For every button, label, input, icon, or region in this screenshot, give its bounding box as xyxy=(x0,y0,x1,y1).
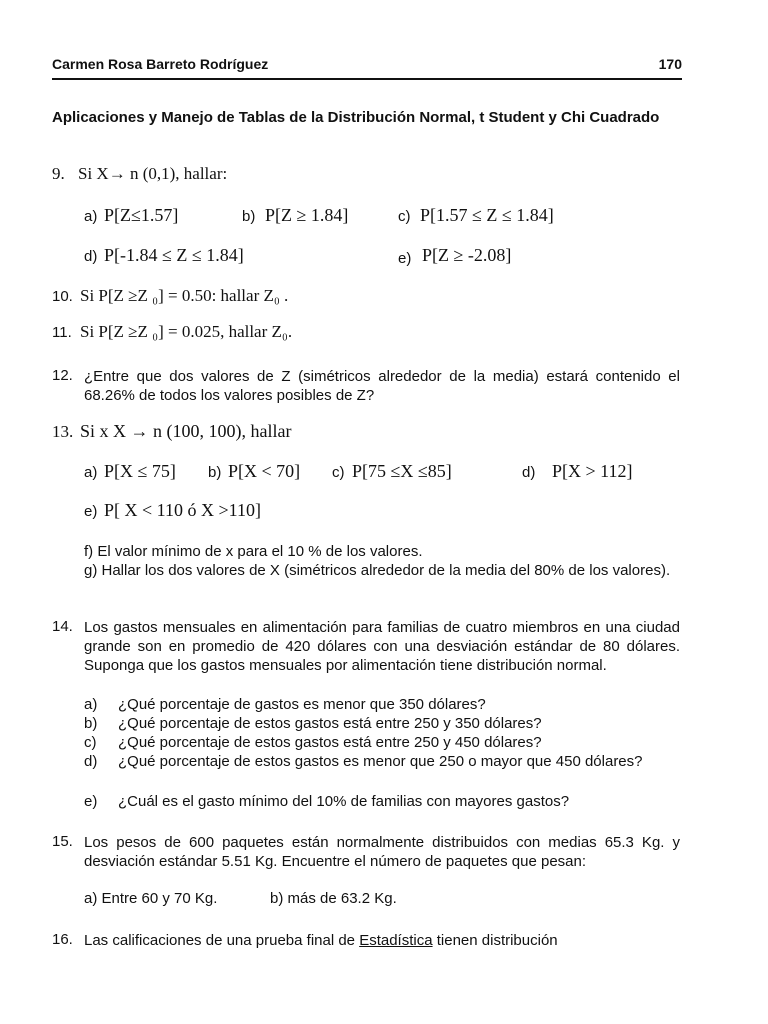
q11-number: 11. xyxy=(52,324,72,341)
q9-d-expr: P[-1.84 ≤ Z ≤ 1.84] xyxy=(104,245,244,265)
q14-item-label: b) xyxy=(84,715,98,732)
q15-number: 15. xyxy=(52,833,73,850)
q15-text: Los pesos de 600 paquetes están normalmente distribuidos con medias 65.3 Kg. y desviación estándar 5.51 Kg. Encuentre el número de paquetes que pesan: xyxy=(84,834,680,870)
q13-e-label: e) xyxy=(84,503,98,520)
q13-e-expr: P[ X < 110 ó X >110] xyxy=(104,500,261,520)
q14-item-text: ¿Qué porcentaje de estos gastos es menor que 250 o mayor que 450 dólares? xyxy=(118,753,643,770)
section-title: Aplicaciones y Manejo de Tablas de la Distribución Normal, t Student y Chi Cuadrado xyxy=(52,109,660,126)
q13-g-text: g) Hallar los dos valores de X (simétricos alrededor de la media del 80% de los valores). xyxy=(84,562,671,579)
q16-text-before: Las calificaciones de una prueba final de xyxy=(84,932,360,949)
q13-a-label: a) xyxy=(84,464,98,481)
q9-b-expr: P[Z ≥ 1.84] xyxy=(265,205,349,225)
q15-b-text: b) más de 63.2 Kg. xyxy=(270,890,397,907)
q9-c-label: c) xyxy=(398,208,411,225)
q16-text-after: tienen distribución xyxy=(432,932,558,949)
q9-text: Si X→ n (0,1), hallar: xyxy=(78,164,228,183)
q10-number: 10. xyxy=(52,288,73,305)
q9-a-label: a) xyxy=(84,208,98,225)
q13-text: Si x X → n (100, 100), hallar xyxy=(80,421,292,441)
q14-item-c xyxy=(84,733,684,752)
q12-text: ¿Entre que dos valores de Z (simétricos alrededor de la media) estará contenido el 68.26% de todos los valores posibles de Z? xyxy=(84,368,680,404)
q9-c-expr: P[1.57 ≤ Z ≤ 1.84] xyxy=(420,205,554,225)
page-number: 170 xyxy=(658,56,682,72)
q14-item-text: ¿Cuál es el gasto mínimo del 10% de familias con mayores gastos? xyxy=(118,793,570,810)
q10-text: Si P[Z ≥Z ₀] = 0.50: hallar Z₀ . xyxy=(80,286,289,305)
q13-d-label: d) xyxy=(522,464,536,481)
q14-item-text: ¿Qué porcentaje de estos gastos está entre 250 y 450 dólares? xyxy=(118,734,542,751)
q13-c-label: c) xyxy=(332,464,345,481)
q14-text: Los gastos mensuales en alimentación para familias de cuatro miembros en una ciudad grande son en promedio de 420 dólares con una desviación estándar de 80 dólares. Suponga que los gastos mensuales por alimentación tiene distribución normal. xyxy=(84,619,680,674)
q9-e-label: e) xyxy=(398,250,412,267)
q15-a-text: a) Entre 60 y 70 Kg. xyxy=(84,890,218,907)
q13-number: 13. xyxy=(52,422,74,441)
q13-b-expr: P[X < 70] xyxy=(228,461,301,481)
q14-item-b xyxy=(84,714,684,733)
q14-item-e xyxy=(84,792,684,811)
q9-b-label: b) xyxy=(242,208,256,225)
q16-number: 16. xyxy=(52,931,73,948)
q9-e-expr: P[Z ≥ -2.08] xyxy=(422,245,512,265)
q14-item-text: ¿Qué porcentaje de estos gastos está entre 250 y 350 dólares? xyxy=(118,715,542,732)
statistics-link[interactable]: Estadística xyxy=(359,932,433,949)
q14-item-label: a) xyxy=(84,696,98,713)
q9-d-label: d) xyxy=(84,248,98,265)
q12-number: 12. xyxy=(52,367,73,384)
q13-f-text: f) El valor mínimo de x para el 10 % de los valores. xyxy=(84,543,423,560)
q14-item-text: ¿Qué porcentaje de gastos es menor que 350 dólares? xyxy=(118,696,486,713)
q14-number: 14. xyxy=(52,618,73,635)
header-rule xyxy=(52,78,682,80)
q14-item-label: d) xyxy=(84,753,98,770)
q9-number: 9. xyxy=(52,164,65,183)
q13-c-expr: P[75 ≤X ≤85] xyxy=(352,461,452,481)
q13-d-expr: P[X > 112] xyxy=(552,461,633,481)
author-name: Carmen Rosa Barreto Rodríguez xyxy=(52,56,269,72)
q14-item-d xyxy=(84,752,684,790)
q14-item-label: c) xyxy=(84,734,97,751)
q9-a-expr: P[Z≤1.57] xyxy=(104,205,179,225)
q14-item-a xyxy=(84,695,684,714)
q16-text xyxy=(84,931,680,950)
q13-a-expr: P[X ≤ 75] xyxy=(104,461,176,481)
q11-text: Si P[Z ≥Z ₀] = 0.025, hallar Z₀. xyxy=(80,322,293,341)
q13-b-label: b) xyxy=(208,464,222,481)
q14-item-label: e) xyxy=(84,793,98,810)
